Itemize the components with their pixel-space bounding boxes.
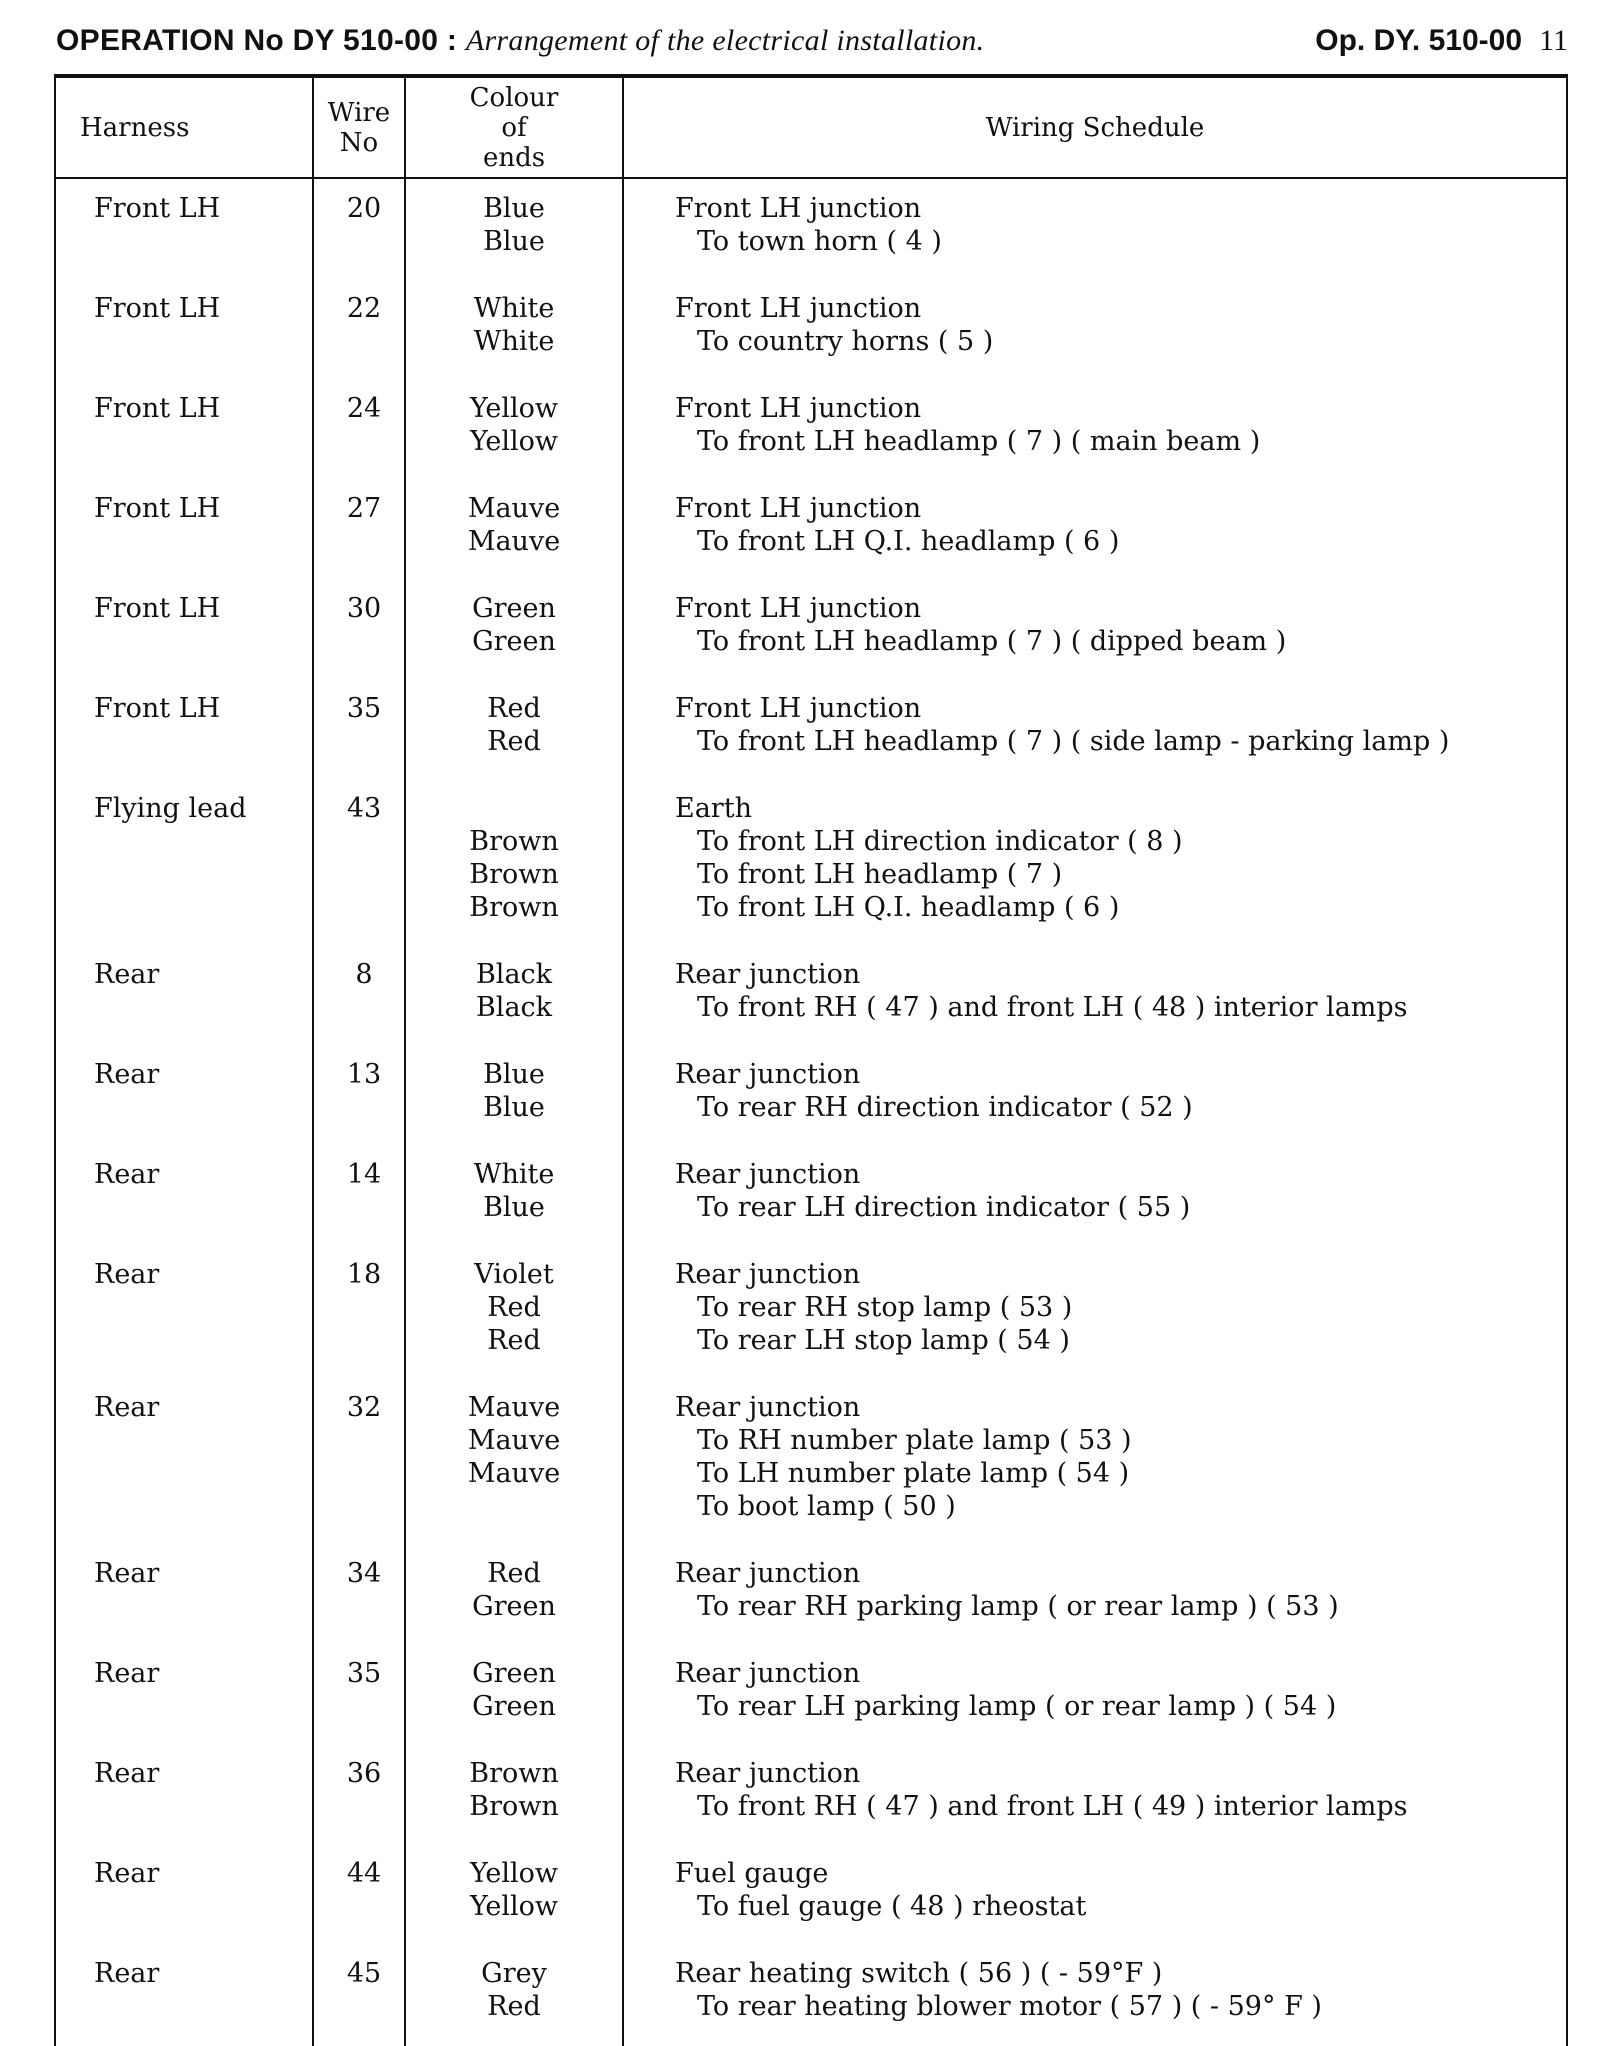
- junction-label: Rear junction: [675, 1658, 861, 1689]
- colour-cell: [409, 492, 619, 558]
- colour-cell: [409, 1657, 619, 1723]
- schedule-target: To front RH ( 47 ) and front LH ( 48 ) interior lamps: [697, 992, 1408, 1023]
- wire-number-cell: 35: [346, 1658, 382, 1689]
- schedule-target: To front LH direction indicator ( 8 ): [697, 826, 1183, 857]
- junction-label: Front LH junction: [675, 193, 922, 224]
- schedule-target: To front LH Q.I. headlamp ( 6 ): [697, 526, 1120, 557]
- colour-end: Green: [472, 1658, 556, 1689]
- schedule-target: To rear LH parking lamp ( or rear lamp ) ( 54 ): [697, 1691, 1337, 1722]
- schedule-cell: [675, 292, 993, 358]
- wire-number-cell: 14: [346, 1159, 382, 1190]
- schedule-target: To rear RH stop lamp ( 53 ): [697, 1292, 1073, 1323]
- harness-cell: Rear: [94, 1392, 160, 1423]
- wire-number-cell: 44: [346, 1858, 382, 1889]
- colour-end: Red: [487, 1325, 541, 1356]
- column-header-line: No: [339, 127, 379, 158]
- junction-label: Earth: [675, 793, 752, 824]
- colour-cell: [409, 792, 619, 924]
- wire-number-cell: 8: [355, 959, 373, 990]
- colour-end: Brown: [469, 892, 559, 923]
- colour-end: Mauve: [467, 1458, 561, 1489]
- colour-end: White: [473, 293, 555, 324]
- operation-reference: Op. DY. 510-00: [1315, 24, 1522, 57]
- harness-cell: Flying lead: [94, 793, 247, 824]
- junction-label: Front LH junction: [675, 593, 922, 624]
- colour-cell: [409, 1957, 619, 2023]
- colour-end: Green: [472, 1591, 556, 1622]
- wire-number-cell: 22: [346, 293, 382, 324]
- harness-cell: Rear: [94, 1059, 160, 1090]
- colour-end: Red: [487, 693, 541, 724]
- colour-end: Mauve: [467, 493, 561, 524]
- colour-cell: [409, 192, 619, 258]
- schedule-cell: [675, 792, 1183, 924]
- junction-label: Rear junction: [675, 1558, 861, 1589]
- colour-end: Brown: [469, 826, 559, 857]
- table-header-rule: [54, 177, 1568, 179]
- operation-heading: [56, 24, 984, 58]
- colour-end: Green: [472, 626, 556, 657]
- colour-cell: [409, 1757, 619, 1823]
- schedule-cell: [675, 592, 1286, 658]
- colour-end: Green: [472, 593, 556, 624]
- junction-label: Rear junction: [675, 1159, 861, 1190]
- schedule-cell: [675, 1657, 1336, 1723]
- schedule-cell: [675, 1058, 1193, 1124]
- column-header-line: ends: [482, 142, 546, 173]
- operation-number: OPERATION No DY 510-00 :: [56, 24, 458, 57]
- column-header-schedule: Wiring Schedule: [985, 112, 1205, 143]
- column-divider: [622, 74, 624, 2046]
- wire-number-cell: 32: [346, 1392, 382, 1423]
- column-header-line: Colour: [469, 82, 559, 113]
- junction-label: Fuel gauge: [675, 1858, 829, 1889]
- colour-end: Red: [487, 1558, 541, 1589]
- schedule-target: To front LH Q.I. headlamp ( 6 ): [697, 892, 1120, 923]
- junction-label: Rear junction: [675, 1059, 861, 1090]
- schedule-target: To LH number plate lamp ( 54 ): [697, 1458, 1130, 1489]
- colour-end: Brown: [469, 859, 559, 890]
- schedule-target: To front LH headlamp ( 7 ): [697, 859, 1063, 890]
- schedule-cell: [675, 1957, 1322, 2023]
- junction-label: Front LH junction: [675, 393, 922, 424]
- wire-number-cell: 20: [346, 193, 382, 224]
- colour-end: Red: [487, 726, 541, 757]
- column-header-line: of: [501, 112, 527, 143]
- harness-cell: Rear: [94, 1658, 160, 1689]
- colour-end: Black: [475, 992, 553, 1023]
- colour-cell: [409, 392, 619, 458]
- schedule-cell: [675, 958, 1408, 1024]
- colour-end: Blue: [483, 1092, 545, 1123]
- column-header-harness: Harness: [80, 112, 190, 143]
- colour-end: Mauve: [467, 1425, 561, 1456]
- harness-cell: Front LH: [94, 393, 221, 424]
- harness-cell: Rear: [94, 1259, 160, 1290]
- wire-number-cell: 34: [346, 1558, 382, 1589]
- page-number: 11: [1539, 24, 1568, 57]
- wire-number-cell: 24: [346, 393, 382, 424]
- junction-label: Rear junction: [675, 1392, 861, 1423]
- schedule-target: To rear LH direction indicator ( 55 ): [697, 1192, 1191, 1223]
- colour-end: Blue: [483, 1059, 545, 1090]
- schedule-target: To boot lamp ( 50 ): [697, 1491, 956, 1522]
- schedule-cell: [675, 1158, 1190, 1224]
- colour-end: Red: [487, 1991, 541, 2022]
- schedule-target: To RH number plate lamp ( 53 ): [697, 1425, 1132, 1456]
- colour-end: Blue: [483, 1192, 545, 1223]
- harness-cell: Front LH: [94, 493, 221, 524]
- colour-end: Mauve: [467, 526, 561, 557]
- colour-end: Black: [475, 959, 553, 990]
- colour-cell: [409, 292, 619, 358]
- wire-number-cell: 13: [346, 1059, 382, 1090]
- colour-end: Brown: [469, 1758, 559, 1789]
- schedule-cell: [675, 1757, 1408, 1823]
- colour-end: [409, 792, 619, 825]
- schedule-target: To front RH ( 47 ) and front LH ( 49 ) interior lamps: [697, 1791, 1408, 1822]
- schedule-cell: [675, 1857, 1086, 1923]
- colour-end: Brown: [469, 1791, 559, 1822]
- column-header-line: Wire: [327, 97, 391, 128]
- colour-end: Green: [472, 1691, 556, 1722]
- schedule-cell: [675, 192, 942, 258]
- schedule-cell: [675, 1557, 1339, 1623]
- schedule-target: To front LH headlamp ( 7 ) ( main beam ): [697, 426, 1261, 457]
- wire-number-cell: 30: [346, 593, 382, 624]
- schedule-target: To rear LH stop lamp ( 54 ): [697, 1325, 1070, 1356]
- junction-label: Rear junction: [675, 959, 861, 990]
- harness-cell: Rear: [94, 1159, 160, 1190]
- colour-cell: [409, 692, 619, 758]
- colour-cell: [409, 1391, 619, 1490]
- junction-label: Front LH junction: [675, 693, 922, 724]
- colour-end: Yellow: [469, 1891, 559, 1922]
- harness-cell: Rear: [94, 959, 160, 990]
- schedule-target: To rear RH parking lamp ( or rear lamp ) ( 53 ): [697, 1591, 1339, 1622]
- schedule-target: To rear heating blower motor ( 57 ) ( - 59° F ): [697, 1991, 1322, 2022]
- wire-number-cell: 45: [346, 1958, 382, 1989]
- wire-number-cell: 43: [346, 793, 382, 824]
- harness-cell: Rear: [94, 1558, 160, 1589]
- column-header-colour: [406, 78, 622, 177]
- junction-label: Front LH junction: [675, 293, 922, 324]
- schedule-target: To fuel gauge ( 48 ) rheostat: [697, 1891, 1087, 1922]
- column-divider: [1566, 74, 1568, 2046]
- schedule-target: To rear RH direction indicator ( 52 ): [697, 1092, 1193, 1123]
- schedule-cell: [675, 392, 1260, 458]
- operation-title: Arrangement of the electrical installation.: [465, 24, 985, 57]
- schedule-target: To country horns ( 5 ): [697, 326, 994, 357]
- wiring-table: [54, 74, 1568, 2046]
- page-header: [56, 20, 1566, 62]
- wire-number-cell: 18: [346, 1259, 382, 1290]
- junction-label: Rear junction: [675, 1758, 861, 1789]
- junction-label: Front LH junction: [675, 493, 922, 524]
- wire-number-cell: 36: [346, 1758, 382, 1789]
- harness-cell: Front LH: [94, 293, 221, 324]
- schedule-cell: [675, 492, 1119, 558]
- schedule-cell: [675, 1258, 1072, 1357]
- schedule-target: To front LH headlamp ( 7 ) ( dipped beam ): [697, 626, 1287, 657]
- harness-cell: Front LH: [94, 593, 221, 624]
- colour-cell: [409, 1058, 619, 1124]
- schedule-target: To front LH headlamp ( 7 ) ( side lamp - parking lamp ): [697, 726, 1450, 757]
- schedule-cell: [675, 692, 1449, 758]
- schedule-target: To town horn ( 4 ): [697, 226, 942, 257]
- colour-cell: [409, 958, 619, 1024]
- harness-cell: Front LH: [94, 693, 221, 724]
- harness-cell: Rear: [94, 1958, 160, 1989]
- colour-end: Yellow: [469, 393, 559, 424]
- colour-end: Red: [487, 1292, 541, 1323]
- harness-cell: Rear: [94, 1758, 160, 1789]
- wire-number-cell: 27: [346, 493, 382, 524]
- junction-label: Rear junction: [675, 1259, 861, 1290]
- colour-end: White: [473, 326, 555, 357]
- colour-end: Violet: [474, 1259, 554, 1290]
- colour-end: Mauve: [467, 1392, 561, 1423]
- colour-cell: [409, 1557, 619, 1623]
- colour-end: Blue: [483, 193, 545, 224]
- column-divider: [54, 74, 56, 2046]
- colour-end: White: [473, 1159, 555, 1190]
- junction-label: Rear heating switch ( 56 ) ( - 59°F ): [675, 1958, 1163, 1989]
- column-header-wire-no: [314, 78, 404, 177]
- colour-cell: [409, 592, 619, 658]
- colour-cell: [409, 1158, 619, 1224]
- colour-cell: [409, 1258, 619, 1357]
- wire-number-cell: 35: [346, 693, 382, 724]
- harness-cell: Rear: [94, 1858, 160, 1889]
- colour-end: Yellow: [469, 1858, 559, 1889]
- harness-cell: Front LH: [94, 193, 221, 224]
- colour-cell: [409, 1857, 619, 1923]
- schedule-cell: [675, 1391, 1132, 1523]
- colour-end: Grey: [481, 1958, 547, 1989]
- colour-end: Yellow: [469, 426, 559, 457]
- colour-end: Blue: [483, 226, 545, 257]
